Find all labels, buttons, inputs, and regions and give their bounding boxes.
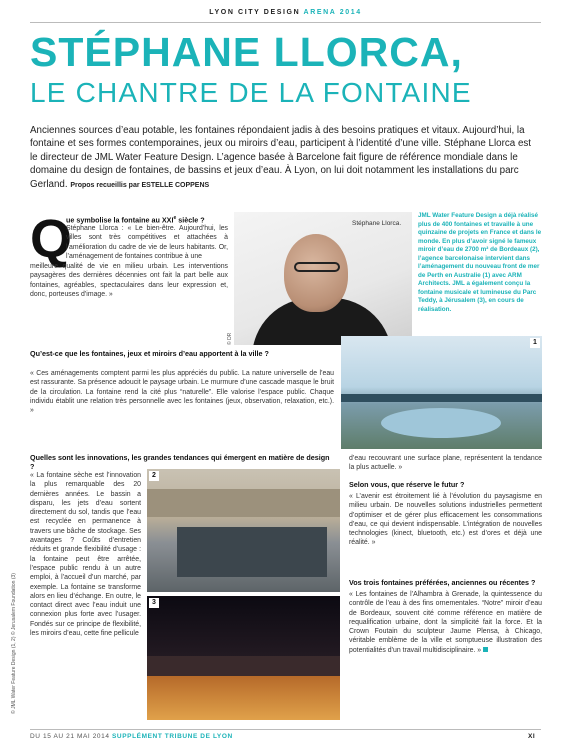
portrait-glasses-shape (294, 262, 340, 272)
q3-answer-continued: d’eau recouvrant une surface plane, représentent la tendance la plus actuelle. » (349, 455, 542, 472)
q2-answer: « Ces aménagements comptent parmi les plus appréciés du public. La nature universelle de l’eau est rassurante. Sa présence adoucit le paysage urbain. Le murmure d’une cascade masque le bruit de la circulation. La fontaine rend la cité plus “naturelle”. Elle valorise l’espace public. Chaque individu établit une relation très personnelle avec les fontaines (jeux, observation, relaxation, etc.). » (30, 370, 334, 415)
footer-date: DU 15 AU 21 MAI 2014 (30, 733, 110, 740)
q5-question: Vos trois fontaines préférées, anciennes ou récentes ? (349, 578, 536, 587)
byline: Propos recueillis par ESTELLE COPPENS (70, 181, 210, 189)
photo-credits: © JML Water Feature Design (1, 2) © Jerusalem Foundation (3) (11, 573, 17, 714)
photo2-water-mirror (177, 527, 327, 577)
photo-jerusalem-fountain (147, 596, 340, 720)
q4-answer: « L’avenir est étroitement lié à l’évolution du paysagisme en milieu urbain. De nouvelles solutions industrielles permettent d’optimiser et de gérer plus efficacement les consommations d’eau, ce qui devient indispensable. L’intégration de nouvelles technologies (kinect, bluetooth, etc.) est d’ores et déjà une réalité. » (349, 493, 542, 547)
portrait-caption: Stéphane Llorca. (352, 220, 402, 227)
portrait-photo (234, 212, 412, 345)
footer-divider (30, 729, 541, 730)
photo1-horizon (341, 394, 542, 402)
header-right: ARENA 2014 (303, 9, 362, 16)
article-intro (30, 124, 541, 192)
photo2-number: 2 (149, 471, 159, 481)
photo2-buildings (147, 489, 340, 517)
sidebar-note: JML Water Feature Design a déjà réalisé plus de 400 fontaines et travaille à une quinzaine de projets en France et dans le monde. En plus d’avoir signé le fameux miroir d’eau de 2700 m² de Bordeaux (2), l’agence barcelonaise intervient dans l’aménagement du nouveau front de mer de Perth en Australie (1) avec ARM Architects. JML a également conçu la fontaine musicale et lumineuse du Parc Teddy, à Jérusalem (3), en cours de réalisation. (418, 212, 542, 313)
photo-bordeaux-mirror (147, 469, 340, 592)
header-divider (30, 22, 541, 23)
article-title: STÉPHANE LLORCA, (30, 29, 463, 75)
intro-text: Anciennes sources d’eau potable, les fontaines répondaient jadis à des besoins pratiques et vitaux. Aujourd’hui, la fontaine et ses formes contemporaines, jeux ou miroirs d’eau, participent à l’identité d’une ville. Stéphane Llorca est le directeur de JML Water Feature Design. L’agence basée à Barcelone fait figure de référence mondiale dans le domaine du design de fontaines, de bassins et jeux d’eau. À Lyon, on lui doit notamment les installations du parc Gerland. (30, 125, 532, 190)
q3-answer: « La fontaine sèche est l’innovation la plus remarquable des 20 dernières années. Le bassin a disparu, les jets d’eau sortent directement du sol, tandis que l’eau est recyclée en permanence à travers une bâche de stockage. Ses avantages ? Coûts d’entretien réduits et grande flexibilité d’usage : la fontaine peut être arrêtée, l’espace public rendu à un autre emploi, à l’accueil d’un marché, par exemple. La fontaine se transforme alors en lieu d’échange. En outre, le contact direct avec l’eau induit une connexion plus forte avec l’usager. Fondés sur ce principe de flexibilité, les miroirs d’eau, cette fine pellicule (30, 472, 141, 638)
q2-block (30, 349, 334, 358)
q4-question: Selon vous, que réserve le futur ? (349, 480, 465, 489)
q1-answer-top: Stéphane Llorca : « Le bien-être. Aujourd’hui, les villes sont très compétitives et attachées à l’amélioration du cadre de vie de leurs habitants. Or, l’aménagement de fontaines contribue à une (66, 225, 228, 260)
header-left: LYON CITY DESIGN (209, 9, 301, 16)
photo3-number: 3 (149, 598, 159, 608)
q2-question: Qu’est-ce que les fontaines, jeux et miroirs d’eau apportent à la ville ? (30, 349, 269, 358)
running-header (0, 9, 571, 16)
drop-cap: Q (30, 209, 73, 269)
photo1-pool (381, 408, 501, 438)
photo-perth-waterfront (341, 336, 542, 449)
page-number: XI (528, 733, 536, 740)
q1-answer-full: meilleure qualité de vie en milieu urbain. Les interventions paysagères des dernières décennies ont fait la part belle aux fontaines, agréables, spectaculaires dans leur expression et, donc, porteuses d’image. » (30, 263, 228, 298)
portrait-credit: © DR (227, 332, 233, 345)
footer-left (30, 733, 233, 740)
photo3-wall (147, 656, 340, 676)
q5-answer: « Les fontaines de l’Alhambra à Grenade, la quintessence du contrôle de l’eau à des fins ornementales. “Notre” miroir d’eau de Bordeaux, souvent cité comme référence en matière de requalification urbaine, dont la simplicité fait la force. Et la Crown Foutain du sculpteur Jaume Plensa, à Chicago, véritable emblème de la ville et somptueuse illustration des potentialités d’un travail multidisciplinaire. » (349, 591, 542, 654)
footer-publication: SUPPLÉMENT TRIBUNE DE LYON (111, 733, 233, 740)
article-subtitle: LE CHANTRE DE LA FONTAINE (30, 77, 472, 108)
end-mark-icon (483, 647, 488, 652)
photo3-lit-ground (147, 676, 340, 720)
q3-question: Quelles sont les innovations, les grandes tendances qui émergent en matière de design ? (30, 453, 330, 472)
portrait-head-shape (284, 234, 348, 312)
photo1-number: 1 (530, 338, 540, 348)
q1-question: ue symbolise la fontaine au XXIe siècle ? (66, 215, 205, 225)
